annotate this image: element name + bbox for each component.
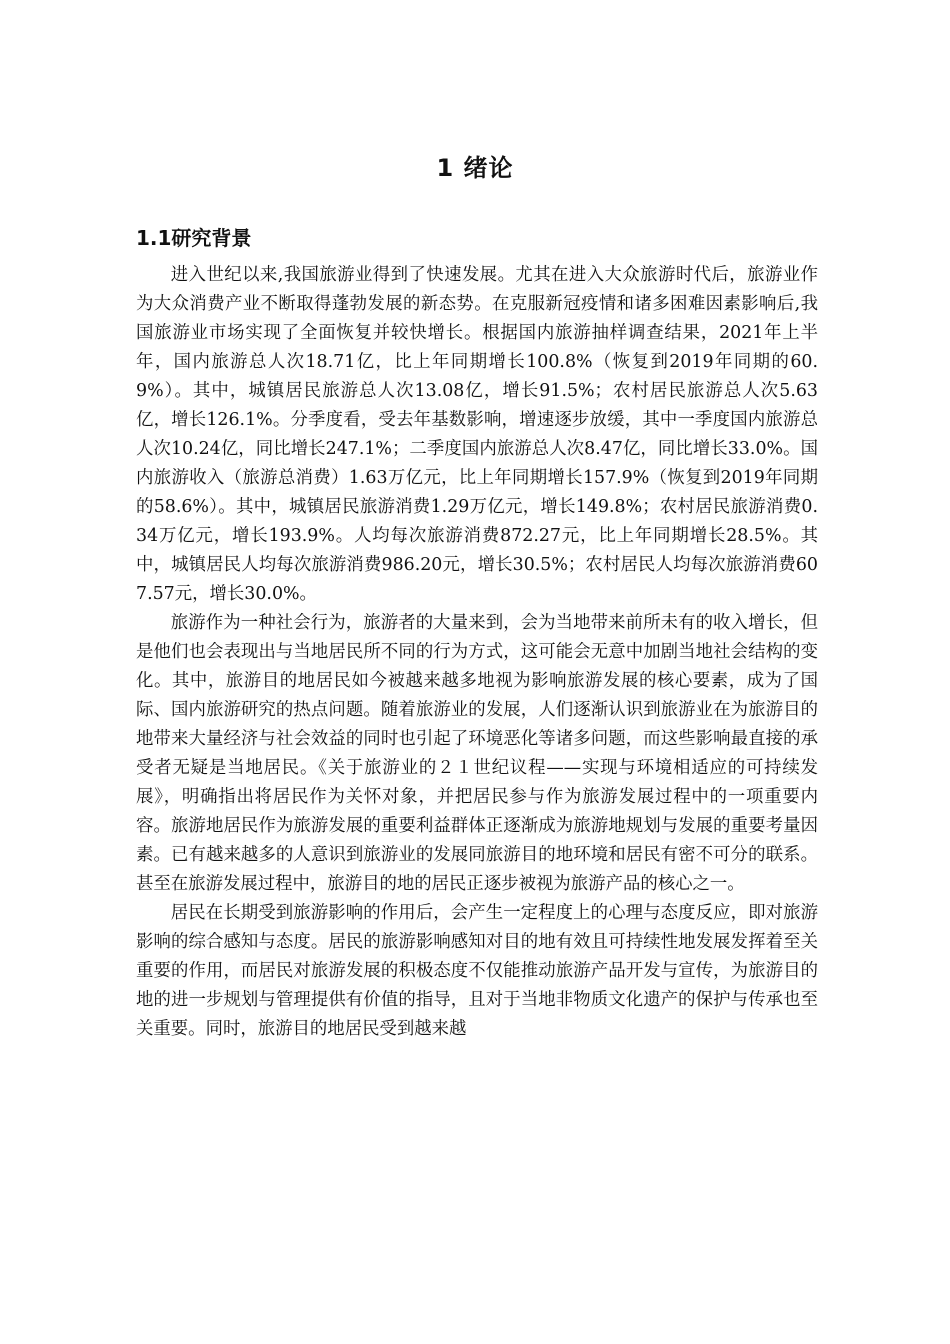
chapter-title: 1 绪论 [436, 154, 514, 182]
body-text [136, 261, 818, 1044]
paragraph-3: 居民在长期受到旅游影响的作用后，会产生一定程度上的心理与态度反应，即对旅游影响的综合感知与态度。居民的旅游影响感知对目的地有效且可持续性地发展发挥着至关重要的作用，而居民对旅游发展的积极态度不仅能推动旅游产品开发与宣传，为旅游目的地的进一步规划与管理提供有价值的指导，且对于当地非物质文化遗产的保护与传承也至关重要。同时，旅游目的地居民受到越来越 [136, 903, 818, 1039]
section-title: 1.1研究背景 [136, 226, 252, 250]
paragraph-1: 进入世纪以来,我国旅游业得到了快速发展。尤其在进入大众旅游时代后，旅游业作为大众消费产业不断取得蓬勃发展的新态势。在克服新冠疫情和诸多困难因素影响后,我国旅游业市场实现了全面恢复并较快增长。根据国内旅游抽样调查结果，2021年上半年，国内旅游总人次18.71亿，比上年同期增长100.8%（恢复到2019年同期的60.9%）。其中，城镇居民旅游总人次13.08亿，增长91.5%；农村居民旅游总人次5.63亿，增长126.1%。分季度看，受去年基数影响，增速逐步放缓，其中一季度国内旅游总人次10.24亿，同比增长247.1%；二季度国内旅游总人次8.47亿，同比增长33.0%。国内旅游收入（旅游总消费）1.63万亿元，比上年同期增长157.9%（恢复到2019年同期的58.6%）。其中，城镇居民旅游消费1.29万亿元，增长149.8%；农村居民旅游消费0.34万亿元，增长193.9%。人均每次旅游消费872.27元，比上年同期增长28.5%。其中，城镇居民人均每次旅游消费986.20元，增长30.5%；农村居民人均每次旅游消费607.57元，增长30.0%。 [136, 265, 818, 604]
paragraph-2: 旅游作为一种社会行为，旅游者的大量来到，会为当地带来前所未有的收入增长，但是他们也会表现出与当地居民所不同的行为方式，这可能会无意中加剧当地社会结构的变化。其中，旅游目的地居民如今被越来越多地视为影响旅游发展的核心要素，成为了国际、国内旅游研究的热点问题。随着旅游业的发展，人们逐渐认识到旅游业在为旅游目的地带来大量经济与社会效益的同时也引起了环境恶化等诸多问题，而这些影响最直接的承受者无疑是当地居民。《关于旅游业的２１世纪议程——实现与环境相适应的可持续发展》，明确指出将居民作为关怀对象，并把居民参与作为旅游发展过程中的一项重要内容。旅游地居民作为旅游发展的重要利益群体正逐渐成为旅游地规划与发展的重要考量因素。已有越来越多的人意识到旅游业的发展同旅游目的地环境和居民有密不可分的联系。甚至在旅游发展过程中，旅游目的地的居民正逐步被视为旅游产品的核心之一。 [136, 613, 818, 894]
